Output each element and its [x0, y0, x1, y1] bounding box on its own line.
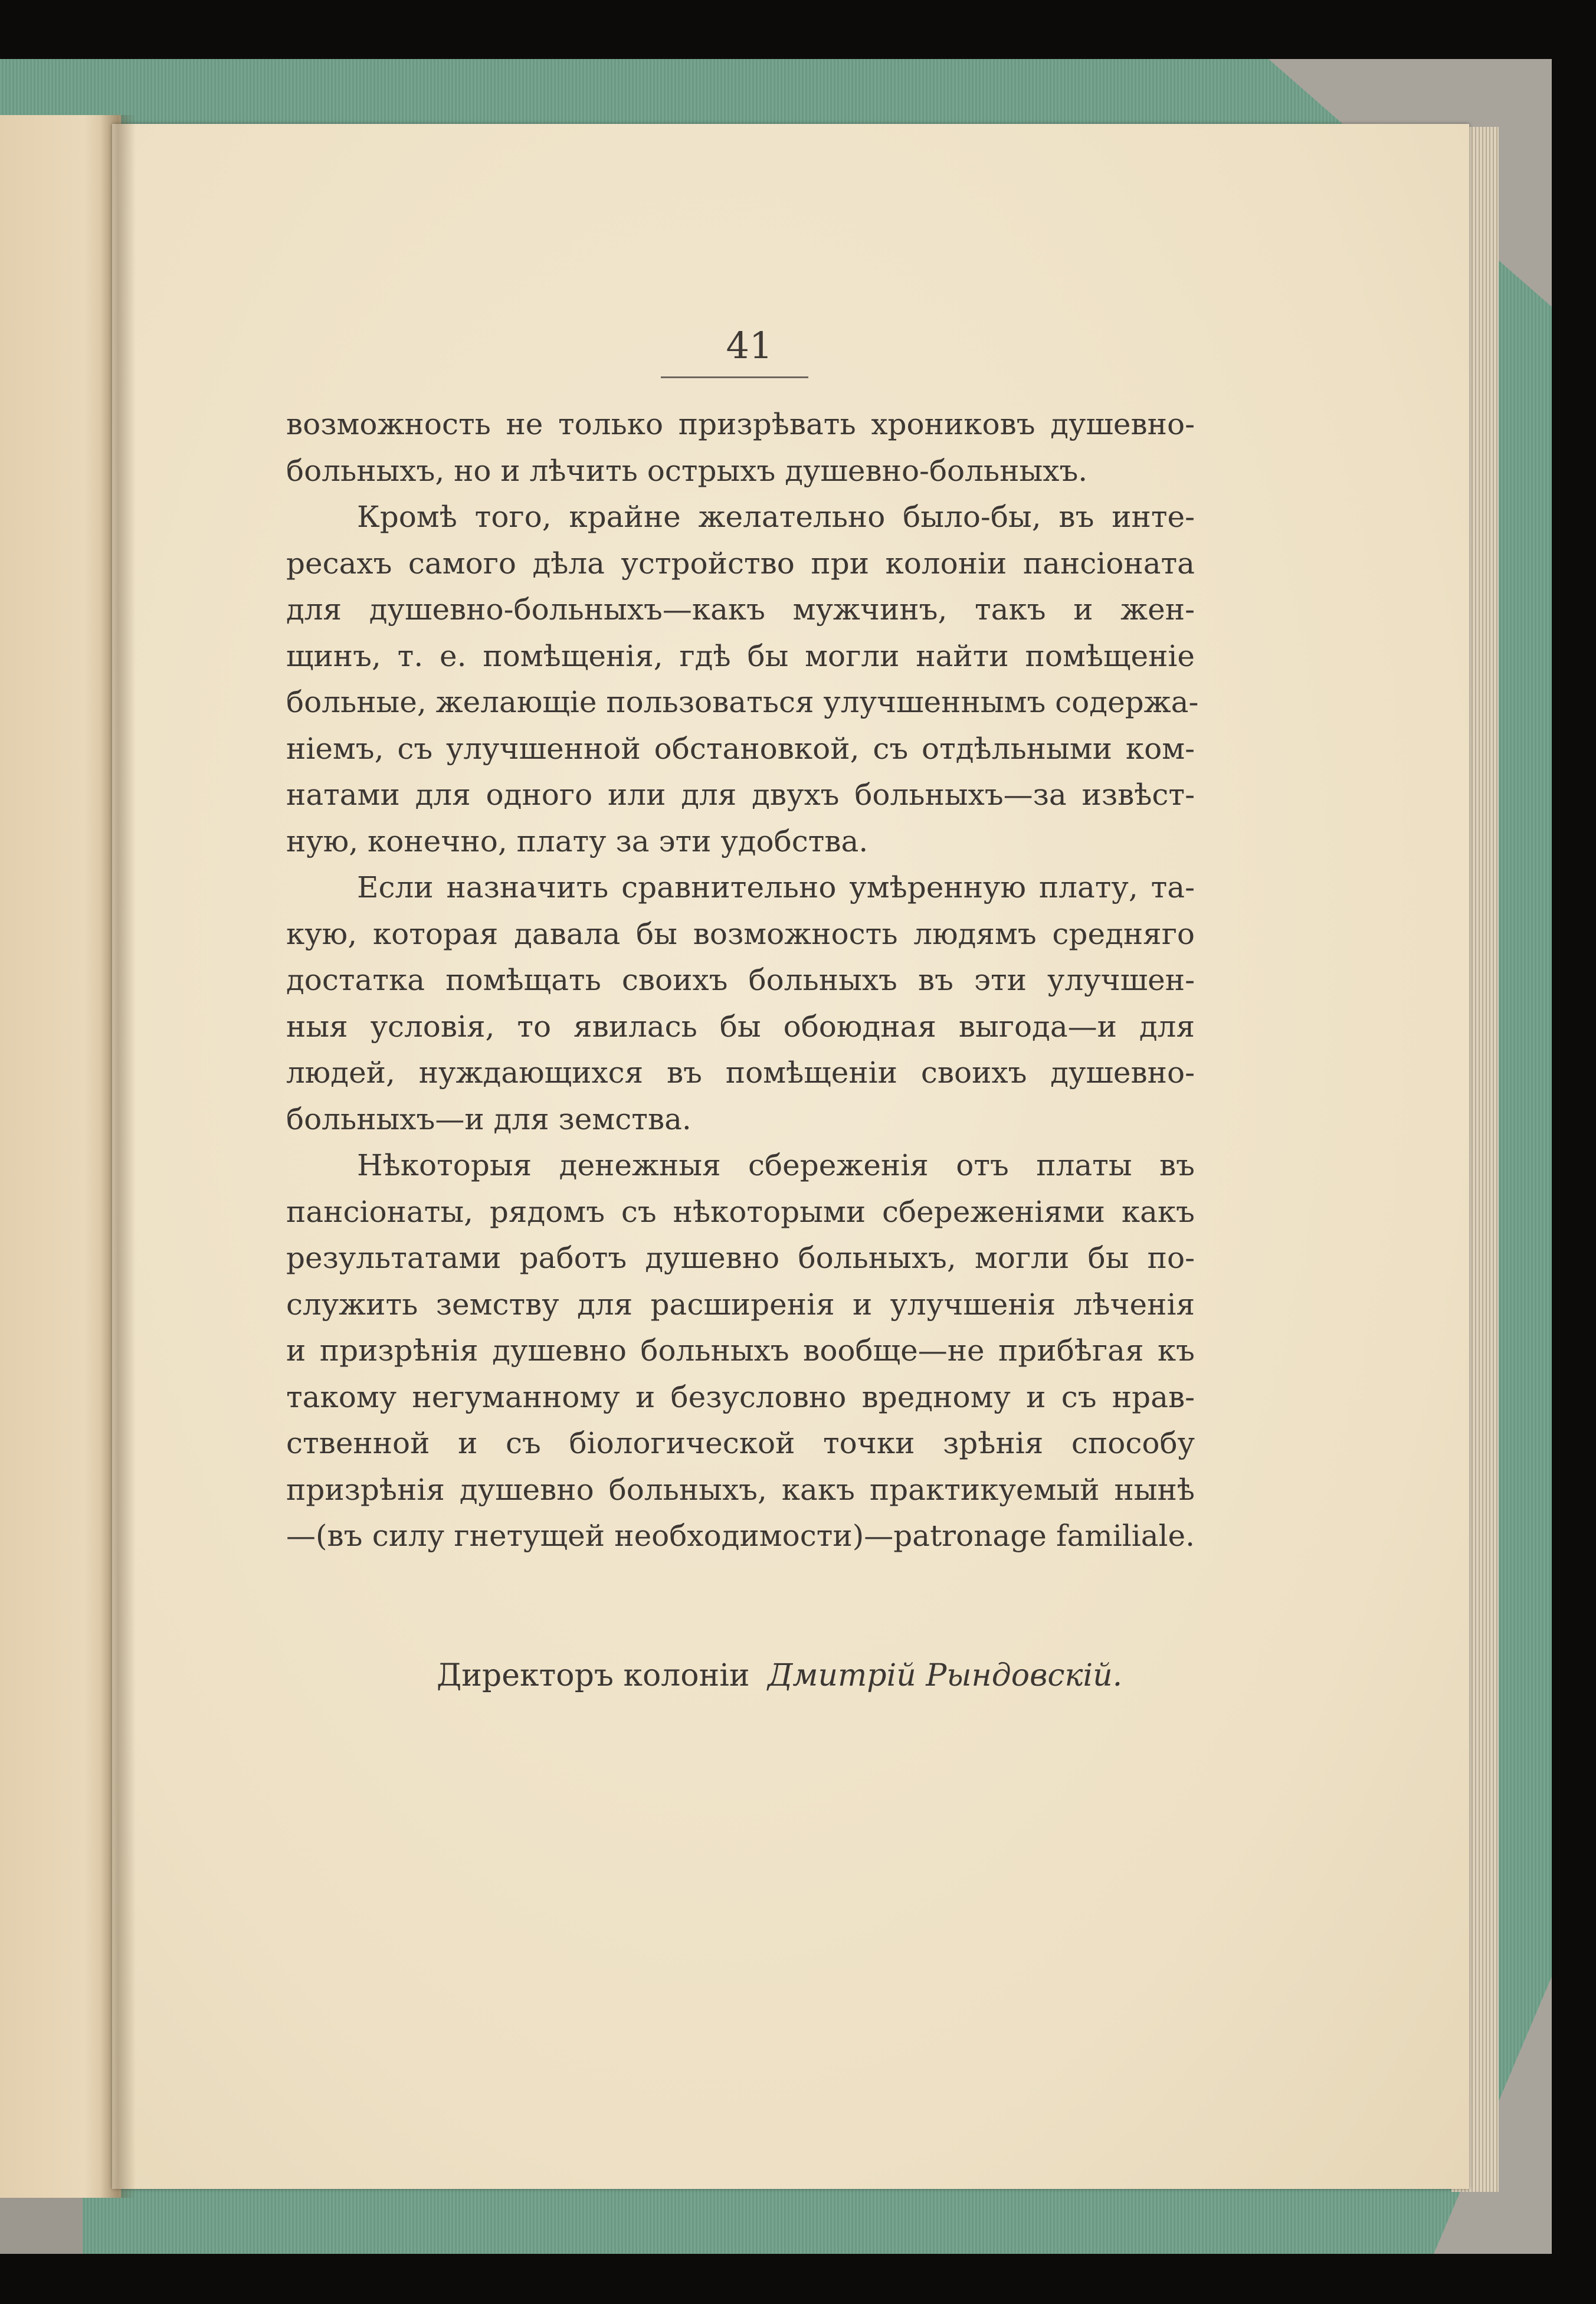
- text-line: призрѣнія душевно больныхъ, какъ практикуемый нынѣ: [286, 1472, 1195, 1507]
- page-number-rule: [661, 376, 808, 378]
- paragraph: [286, 1142, 1195, 1559]
- text-line: ственной и съ біологической точки зрѣнія способу: [286, 1426, 1195, 1460]
- paragraph: [286, 494, 1199, 864]
- signature-name: Дмитрій Рындовскій.: [768, 1658, 1123, 1693]
- signature-title: Директоръ колоніи: [437, 1658, 750, 1693]
- text-line: больныхъ, но и лѣчить острыхъ душевно-больныхъ.: [286, 453, 1088, 488]
- text-line: ресахъ самого дѣла устройство при колоніи пансіоната: [286, 546, 1195, 581]
- text-line: Если назначить сравнительно умѣренную плату, та-: [357, 870, 1195, 904]
- text-line: для душевно-больныхъ—какъ мужчинъ, такъ и жен-: [286, 592, 1195, 627]
- body-text: [286, 401, 1199, 1559]
- text-line: щинъ, т. е. помѣщенія, гдѣ бы могли найти помѣщеніе: [286, 638, 1195, 673]
- text-line: результатами работъ душевно больныхъ, могли бы по-: [286, 1241, 1195, 1275]
- text-line: ную, конечно, плату за эти удобства.: [286, 824, 869, 858]
- page-number: 41: [726, 324, 773, 367]
- text-line: больные, желающіе пользоваться улучшеннымъ содержа-: [286, 685, 1199, 719]
- text-line: Кромѣ того, крайне желательно было-бы, въ инте-: [357, 500, 1195, 534]
- signature: [437, 1658, 1204, 1693]
- text-line: кую, которая давала бы возможность людямъ средняго: [286, 916, 1195, 951]
- text-line: пансіонаты, рядомъ съ нѣкоторыми сбереженіями какъ: [286, 1194, 1195, 1229]
- gutter-shadow: [100, 115, 136, 2198]
- text-line: Нѣкоторыя денежныя сбереженія отъ платы въ: [357, 1148, 1195, 1182]
- text-line: достатка помѣщать своихъ больныхъ въ эти улучшен-: [286, 963, 1195, 997]
- text-line: возможность не только призрѣвать хрониковъ душевно-: [286, 407, 1195, 441]
- text-line: больныхъ—и для земства.: [286, 1102, 692, 1136]
- text-line: такому негуманному и безусловно вредному и съ нрав-: [286, 1379, 1195, 1414]
- paragraph: [286, 864, 1195, 1142]
- text-line: ніемъ, съ улучшенной обстановкой, съ отдѣльными ком-: [286, 731, 1195, 766]
- text-line: —(въ силу гнетущей необходимости)—patronage familiale.: [286, 1519, 1195, 1553]
- text-line: людей, нуждающихся въ помѣщеніи своихъ душевно-: [286, 1056, 1195, 1090]
- paragraph: [286, 401, 1195, 494]
- text-line: ныя условія, то явилась бы обоюдная выгода—и для: [286, 1009, 1195, 1044]
- text-line: служить земству для расширенія и улучшенія лѣченія: [286, 1287, 1195, 1322]
- text-line: и призрѣнія душевно больныхъ вообще—не прибѣгая къ: [286, 1333, 1195, 1368]
- text-line: натами для одного или для двухъ больныхъ—за извѣст-: [286, 778, 1195, 812]
